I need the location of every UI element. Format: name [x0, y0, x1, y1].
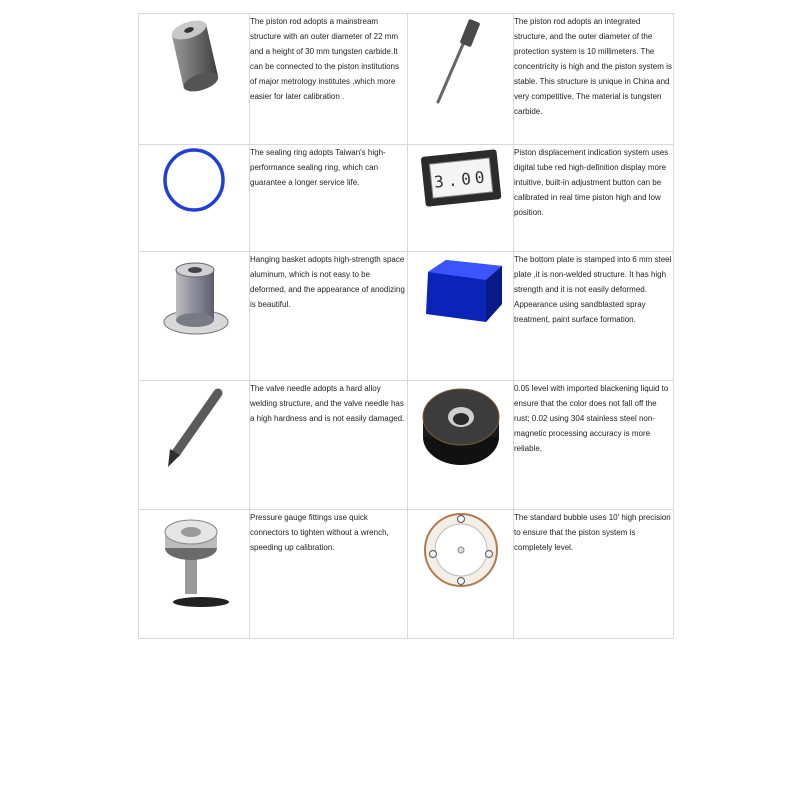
table-row [139, 252, 674, 381]
spec-table [138, 13, 674, 639]
table-row [139, 145, 674, 252]
description-text: Pressure gauge fittings use quick connectors to tighten without a wrench, speeding up calibration. [250, 510, 408, 639]
table-row [139, 381, 674, 510]
image-cell [408, 145, 514, 252]
tungsten-piston-cylinder-icon [154, 14, 234, 104]
piston-rod-pin-icon [426, 14, 496, 114]
image-cell [408, 510, 514, 639]
image-cell [139, 145, 250, 252]
image-cell [139, 381, 250, 510]
description-text: The piston rod adopts an integrated structure, and the outer diameter of the protection system is 10 millimeters. The concentricity is high and the piston system is stable. This structure is unique in China and very competitive. The material is tungsten carbide. [514, 14, 674, 145]
image-cell [139, 252, 250, 381]
display-value: 3.00 [432, 167, 489, 192]
hanging-basket-icon [154, 252, 234, 342]
image-cell [139, 14, 250, 145]
valve-needle-icon [154, 381, 234, 471]
gauge-fitting-icon [149, 510, 239, 610]
description-text: The piston rod adopts a mainstream structure with an outer diameter of 22 mm and a height of 30 mm tungsten carbide.It can be connected to the piston institutions of major metrology institutes ,which more easier for later calibration . [250, 14, 408, 145]
sealing-ring-icon [159, 145, 229, 215]
description-text: The bottom plate is stamped into 6 mm steel plate ,it is non-welded structure. It has high strength and it is not easily deformed. Appearance using sandblasted spray treatment, paint surface formation. [514, 252, 674, 381]
description-text: The sealing ring adopts Taiwan's high-performance sealing ring, which can guarantee a longer service life. [250, 145, 408, 252]
table-row [139, 14, 674, 145]
image-cell [408, 381, 514, 510]
description-text: Hanging basket adopts high-strength space aluminum, which is not easy to be deformed, and the appearance of anodizing is beautiful. [250, 252, 408, 381]
level-bubble-flange-icon [421, 510, 501, 590]
image-cell [408, 14, 514, 145]
description-text: 0.05 level with imported blackening liquid to ensure that the color does not fall off the rust; 0.02 using 304 stainless steel non-magnetic processing accuracy is more reliable. [514, 381, 674, 510]
table-row [139, 510, 674, 639]
image-cell [139, 510, 250, 639]
digital-display-icon [419, 145, 503, 209]
description-text: Piston displacement indication system uses digital tube red high-definition display more intuitive, built-in adjustment button can be calibrated in real time piston high and low position. [514, 145, 674, 252]
description-text: The valve needle adopts a hard alloy welding structure, and the valve needle has a high hardness and is not easily damaged. [250, 381, 408, 510]
image-cell [408, 252, 514, 381]
black-weight-disc-icon [416, 381, 506, 471]
description-text: The standard bubble uses 10' high precision to ensure that the piston system is completely level. [514, 510, 674, 639]
blue-bottom-plate-icon [416, 252, 506, 332]
